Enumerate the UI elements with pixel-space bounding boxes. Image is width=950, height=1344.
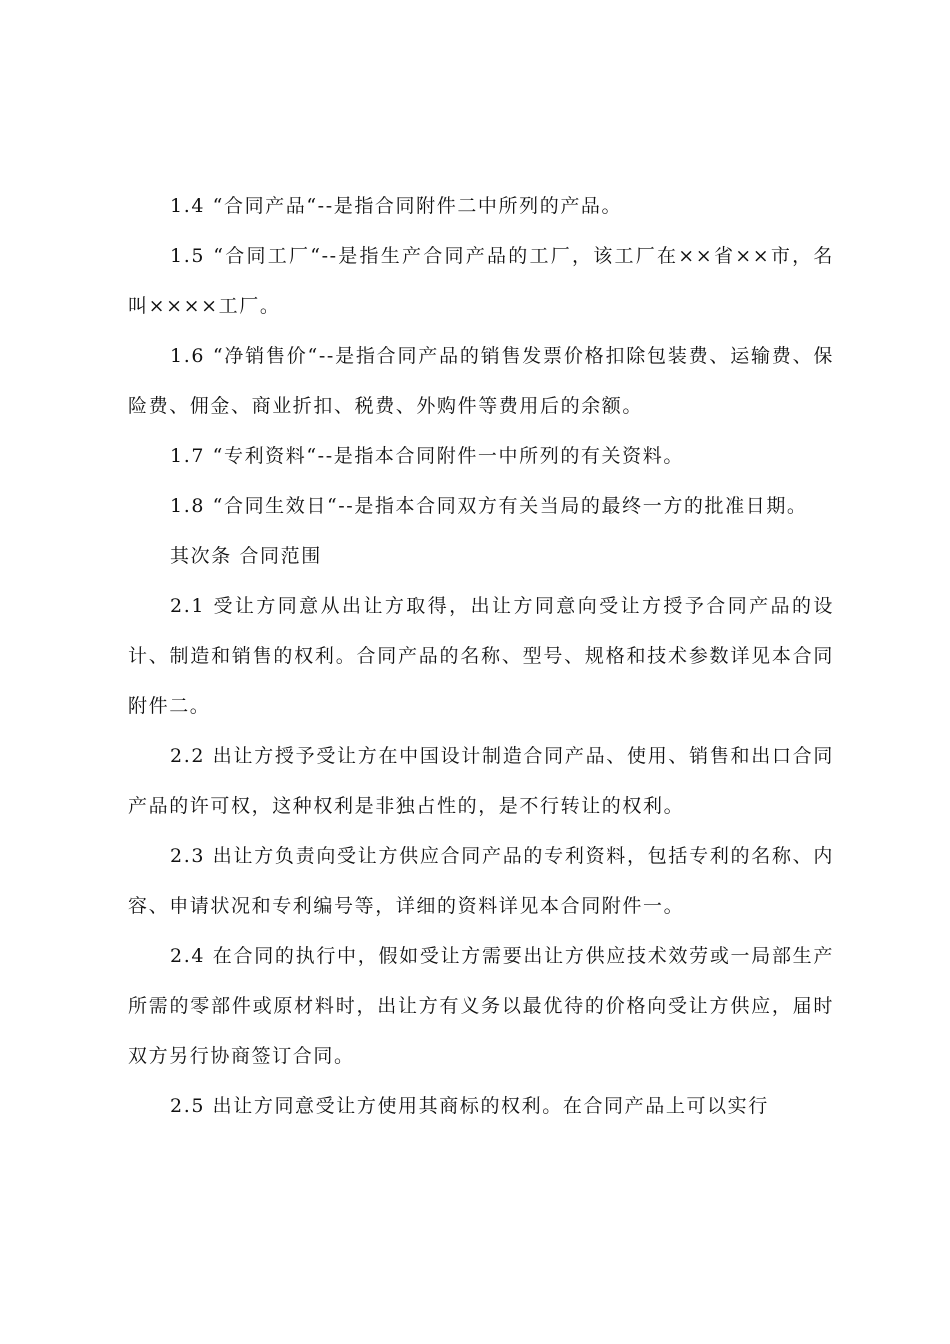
clause-2-5: 2.5 出让方同意受让方使用其商标的权利。在合同产品上可以实行 — [170, 1095, 769, 1117]
section-heading-2: 其次条 合同范围 — [170, 545, 322, 567]
document-body — [128, 181, 834, 1131]
clause-2-4: 2.4 在合同的执行中，假如受让方需要出让方供应技术效劳或一局部生产所需的零部件或原材料时，出让方有义务以最优待的价格向受让方供应，届时双方另行协商签订合同。 — [128, 945, 834, 1067]
clause-2-3: 2.3 出让方负责向受让方供应合同产品的专利资料，包括专利的名称、内容、申请状况和专利编号等，详细的资料详见本合同附件一。 — [128, 845, 834, 917]
clause-1-8: 1.8 “合同生效日“--是指本合同双方有关当局的最终一方的批准日期。 — [170, 495, 808, 517]
clause-2-2: 2.2 出让方授予受让方在中国设计制造合同产品、使用、销售和出口合同产品的许可权，这种权利是非独占性的，是不行转让的权利。 — [128, 745, 834, 817]
clause-1-7: 1.7 “专利资料“--是指本合同附件一中所列的有关资料。 — [170, 445, 684, 467]
clause-1-4: 1.4 “合同产品“--是指合同附件二中所列的产品。 — [170, 195, 623, 217]
clause-1-5: 1.5 “合同工厂“--是指生产合同产品的工厂，该工厂在××省××市，名叫××××工厂。 — [128, 245, 834, 317]
clause-2-1: 2.1 受让方同意从出让方取得，出让方同意向受让方授予合同产品的设计、制造和销售的权利。合同产品的名称、型号、规格和技术参数详见本合同附件二。 — [128, 595, 834, 717]
clause-1-6: 1.6 “净销售价“--是指合同产品的销售发票价格扣除包装费、运输费、保险费、佣金、商业折扣、税费、外购件等费用后的余额。 — [128, 345, 834, 417]
